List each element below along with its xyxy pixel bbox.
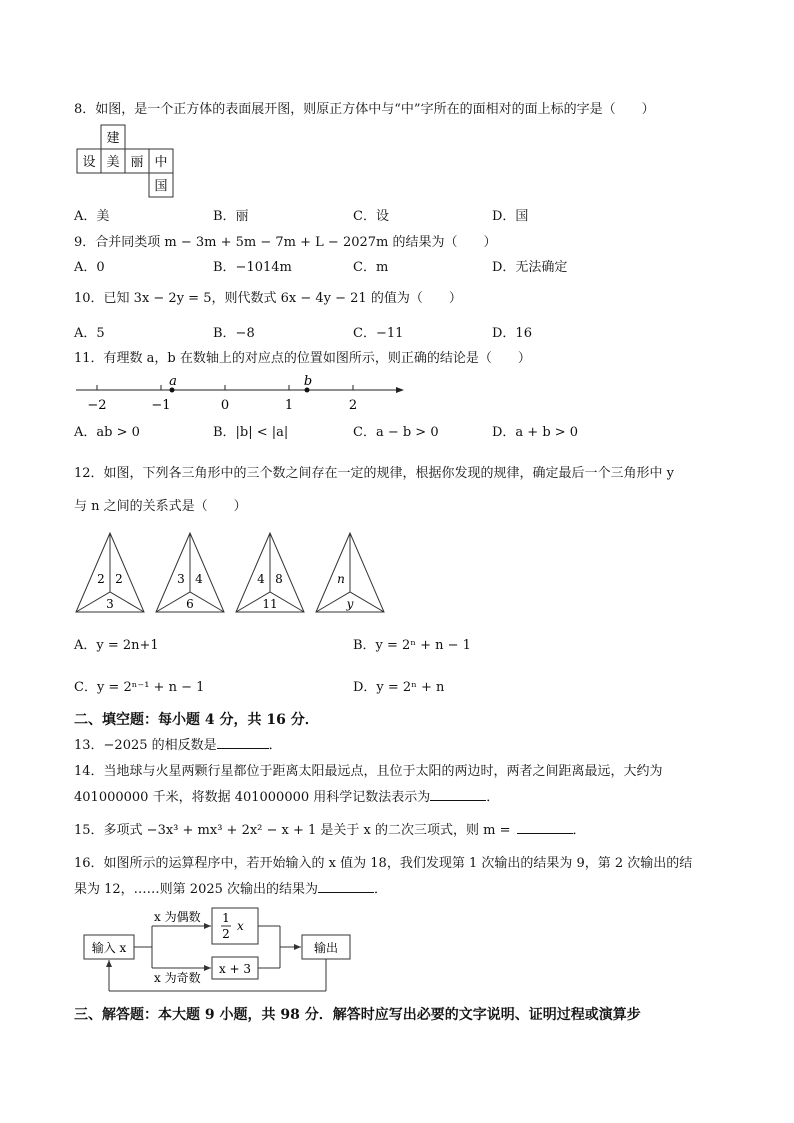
- q14-answer-blank[interactable]: [430, 799, 486, 801]
- triangle-1-right: 2: [115, 572, 123, 586]
- q14-line1: 14．当地球与火星两颗行星都位于距离太阳最远点，且位于太阳的两边时，两者之间距离最远，大约为: [74, 764, 663, 779]
- triangles-figure: [72, 530, 392, 616]
- q10-option-d: D．16: [492, 326, 532, 341]
- q16-line1: 16．如图所示的运算程序中，若开始输入的 x 值为 18，我们发现第 1 次输出的结果为 9，第 2 次输出的结: [74, 856, 693, 871]
- tick-label: 1: [284, 398, 294, 413]
- q12-stem-line1: 12．如图，下列各三角形中的三个数之间存在一定的规律，根据你发现的规律，确定最后一个三角形中 y: [74, 466, 675, 481]
- q16-stem: 果为 12，……则第 2025 次输出的结果为: [74, 882, 319, 897]
- q12-option-c: C．y = 2ⁿ⁻¹ + n − 1: [74, 680, 205, 695]
- output-label: 输出: [313, 941, 339, 955]
- net-face-2: 美: [106, 155, 120, 170]
- q9-option-c: C．m: [353, 260, 389, 275]
- q11-option-c: C．a − b > 0: [353, 425, 439, 440]
- triangle-3-bottom: 11: [262, 597, 278, 611]
- triangle-2-bottom: 6: [186, 597, 194, 611]
- q11-option-a: A．ab > 0: [74, 425, 140, 440]
- triangle-2-left: 3: [177, 572, 185, 586]
- q13-line: [74, 739, 282, 752]
- q9-option-d: D．无法确定: [492, 260, 568, 275]
- net-face-4: 中: [154, 155, 168, 170]
- q11-stem: 11．有理数 a，b 在数轴上的对应点的位置如图所示，则正确的结论是（ ）: [74, 351, 531, 366]
- q10-option-b: B．−8: [213, 326, 255, 341]
- triangle-4-left: n: [337, 572, 345, 586]
- point-b-label: b: [303, 374, 313, 389]
- q9-option-b: B．−1014m: [213, 260, 292, 275]
- half-variable: x: [237, 919, 244, 933]
- tick-label: −1: [151, 398, 171, 413]
- q10-stem: 10．已知 3x − 2y = 5，则代数式 6x − 4y − 21 的值为（ ）: [74, 291, 462, 306]
- q8-option-c: C．设: [353, 209, 389, 224]
- net-face-top: 建: [106, 131, 120, 146]
- net-face-bottom: 国: [154, 179, 168, 194]
- triangle-4-bottom: y: [346, 597, 354, 611]
- q8-option-b: B．丽: [213, 209, 249, 224]
- q8-stem: 8．如图，是一个正方体的表面展开图，则原正方体中与“中”字所在的面相对的面上标的字是（ ）: [74, 102, 655, 117]
- q15-line: [74, 824, 586, 837]
- q10-option-a: A．5: [74, 326, 105, 341]
- q16-answer-blank[interactable]: [318, 891, 374, 893]
- triangle-2-right: 4: [195, 572, 203, 586]
- triangle-1-left: 2: [97, 572, 105, 586]
- q11-option-b: B．|b| < |a|: [213, 425, 289, 440]
- odd-condition-label: x 为奇数: [154, 971, 201, 985]
- q10-option-c: C．−11: [353, 326, 404, 341]
- q13-answer-blank[interactable]: [217, 747, 269, 749]
- half-box: [212, 908, 258, 944]
- q12-option-a: A．y = 2n+1: [74, 638, 159, 653]
- q8-option-a: A．美: [74, 209, 110, 224]
- triangle-3-right: 8: [275, 572, 283, 586]
- tick-label: 0: [220, 398, 230, 413]
- input-label: 输入 x: [91, 941, 127, 955]
- q15-stem: 15．多项式 −3x³ + mx³ + 2x² − x + 1 是关于 x 的二次三项式，则 m =: [74, 823, 511, 838]
- tick-label: 2: [348, 398, 358, 413]
- q16-line2: [74, 883, 387, 896]
- q15-period: ．: [572, 823, 586, 838]
- half-denominator: 2: [222, 927, 230, 941]
- q8-option-d: D．国: [492, 209, 529, 224]
- tick-label: −2: [87, 398, 107, 413]
- cube-net-figure: [76, 124, 176, 200]
- q14-stem: 401000000 千米，将数据 401000000 用科学记数法表示为: [74, 790, 431, 805]
- q13-period: ．: [268, 738, 282, 753]
- q12-option-d: D．y = 2ⁿ + n: [353, 680, 445, 695]
- section-2-heading: 二、填空题：每小题 4 分，共 16 分．: [74, 712, 319, 728]
- axis-arrow-icon: [396, 387, 404, 393]
- q12-stem-line2: 与 n 之间的关系式是（ ）: [74, 499, 247, 514]
- section-3-heading: 三、解答题：本大题 9 小题，共 98 分．解答时应写出必要的文字说明、证明过程或演算步: [74, 1007, 641, 1023]
- net-face-1: 设: [82, 155, 96, 170]
- plus3-label: x + 3: [218, 962, 252, 976]
- half-numerator: 1: [222, 911, 230, 925]
- net-face-3: 丽: [130, 155, 144, 170]
- even-condition-label: x 为偶数: [154, 910, 201, 924]
- point-a-label: a: [169, 374, 177, 389]
- q15-answer-blank[interactable]: [517, 832, 573, 834]
- number-line-figure: [72, 372, 412, 416]
- q9-option-a: A．0: [74, 260, 105, 275]
- q13-stem: 13．−2025 的相反数是: [74, 738, 217, 753]
- flowchart-figure: [80, 905, 360, 997]
- q11-option-d: D．a + b > 0: [492, 425, 579, 440]
- q16-period: ．: [374, 882, 388, 897]
- q14-period: ．: [486, 790, 500, 805]
- triangle-1-bottom: 3: [106, 597, 114, 611]
- q14-line2: [74, 791, 499, 804]
- triangle-3-left: 4: [257, 572, 265, 586]
- q9-stem: 9．合并同类项 m − 3m + 5m − 7m + L − 2027m 的结果为（ ）: [74, 235, 497, 250]
- q12-option-b: B．y = 2ⁿ + n − 1: [353, 638, 471, 653]
